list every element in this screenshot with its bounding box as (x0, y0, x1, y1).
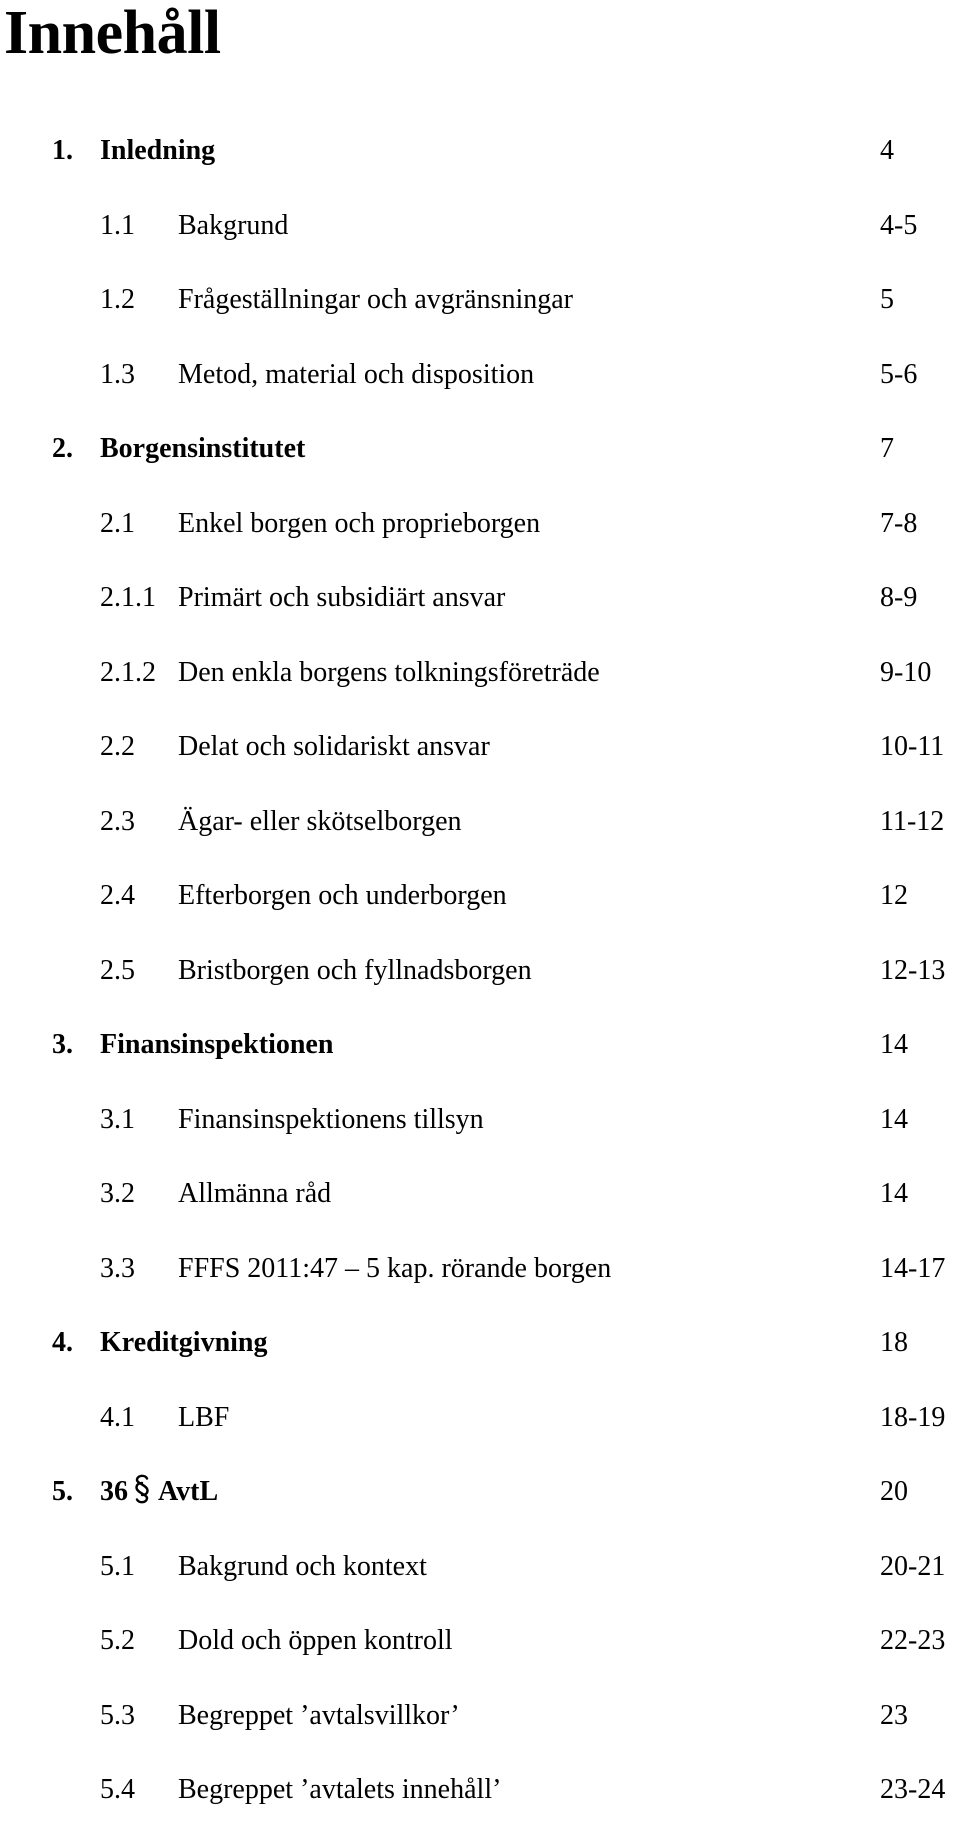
toc-entry-title: FFFS 2011:47 – 5 kap. rörande borgen (178, 1252, 612, 1284)
toc-entry-2-4 (0, 859, 960, 934)
toc-entry-5 (0, 1455, 960, 1530)
toc-entry-title: LBF (178, 1401, 230, 1433)
toc-entry-title: Dold och öppen kontroll (178, 1625, 453, 1656)
toc-entry-page: 14 (880, 1029, 908, 1060)
toc-entry-3-2 (0, 1157, 960, 1232)
toc-entry-3-1 (0, 1083, 960, 1158)
toc-entry-number: 1.2 (100, 284, 135, 315)
toc-entry-3 (0, 1008, 960, 1083)
toc-entry-1-2 (0, 263, 960, 338)
toc-entry-number: 2.1 (100, 507, 135, 539)
toc-entry-page: 14 (880, 1178, 908, 1209)
toc-entry-number: 1. (52, 135, 73, 166)
toc-entry-title: Bristborgen och fyllnadsborgen (178, 954, 532, 986)
toc-entry-2-2 (0, 710, 960, 785)
toc-entry-page: 20-21 (880, 1550, 946, 1582)
toc-entry-2-5 (0, 934, 960, 1009)
toc-entry-title (100, 1455, 218, 1530)
toc-entry-number: 3.2 (100, 1178, 135, 1209)
toc-entry-number: 3.3 (100, 1252, 135, 1284)
toc-entry-title: Delat och solidariskt ansvar (178, 731, 490, 762)
toc-entry-page: 23 (880, 1699, 908, 1731)
toc-entry-2 (0, 412, 960, 487)
toc-entry-title: Enkel borgen och proprieborgen (178, 507, 541, 539)
toc-entry-number: 3.1 (100, 1103, 135, 1135)
toc-entry-title: Begreppet ’avtalsvillkor’ (178, 1699, 460, 1731)
toc-entry-number: 5.1 (100, 1550, 135, 1582)
toc-entry-title: Frågeställningar och avgränsningar (178, 284, 573, 315)
toc-entry-1 (0, 114, 960, 189)
toc-entry-number: 2.5 (100, 954, 135, 986)
toc-entry-number: 4. (52, 1327, 73, 1358)
toc-entry-title: Finansinspektionen (100, 1029, 334, 1060)
toc-entry-page: 4 (880, 135, 894, 166)
toc-entry-page: 11-12 (880, 805, 945, 837)
toc-entry-5-3 (0, 1679, 960, 1754)
toc-entry-title: Efterborgen och underborgen (178, 880, 507, 911)
toc-entry-page: 14-17 (880, 1252, 946, 1284)
toc-entry-title: Allmänna råd (178, 1178, 332, 1209)
toc-entry-2-1 (0, 487, 960, 562)
toc-entry-number: 2.1.2 (100, 656, 156, 688)
toc-entry-5-4 (0, 1753, 960, 1828)
toc-entry-page: 12 (880, 880, 908, 911)
toc-entry-page: 18-19 (880, 1401, 946, 1433)
toc-entry-1-1 (0, 189, 960, 264)
toc-entry-number: 5.4 (100, 1774, 135, 1805)
toc-entry-page: 20 (880, 1476, 908, 1507)
toc-entry-page: 9-10 (880, 656, 932, 688)
toc-entry-2-1-1 (0, 561, 960, 636)
toc-entry-title: Primärt och subsidiärt ansvar (178, 582, 506, 613)
toc-entry-page: 5 (880, 284, 894, 315)
toc-entry-title: Metod, material och disposition (178, 358, 535, 390)
toc-entry-2-1-2 (0, 636, 960, 711)
toc-entry-4-1 (0, 1381, 960, 1456)
toc-entry-page: 12-13 (880, 954, 946, 986)
toc-entry-page: 7-8 (880, 507, 918, 539)
table-of-contents (0, 114, 960, 1828)
toc-entry-title: Inledning (100, 135, 216, 166)
toc-entry-title: Begreppet ’avtalets innehåll’ (178, 1774, 502, 1805)
toc-entry-number: 4.1 (100, 1401, 135, 1433)
toc-entry-number: 3. (52, 1029, 73, 1060)
toc-entry-title: Ägar- eller skötselborgen (178, 805, 462, 837)
toc-entry-1-3 (0, 338, 960, 413)
toc-entry-title: Den enkla borgens tolkningsföreträde (178, 656, 600, 688)
toc-entry-4 (0, 1306, 960, 1381)
toc-entry-page: 18 (880, 1327, 908, 1358)
toc-entry-number: 2. (52, 433, 73, 464)
toc-entry-page: 7 (880, 433, 894, 464)
toc-entry-number: 5.2 (100, 1625, 135, 1656)
toc-entry-page: 4-5 (880, 209, 918, 241)
toc-entry-page: 5-6 (880, 358, 918, 390)
toc-entry-number: 1.1 (100, 209, 135, 241)
toc-entry-number: 5. (52, 1476, 73, 1507)
toc-entry-number: 2.1.1 (100, 582, 156, 613)
toc-entry-page: 22-23 (880, 1625, 946, 1656)
toc-entry-5-1 (0, 1530, 960, 1605)
toc-entry-number: 2.4 (100, 880, 135, 911)
toc-entry-title: Borgensinstitutet (100, 433, 306, 464)
toc-entry-5-2 (0, 1604, 960, 1679)
toc-entry-3-3 (0, 1232, 960, 1307)
toc-entry-number: 2.3 (100, 805, 135, 837)
toc-entry-page: 8-9 (880, 582, 918, 613)
paragraph-section-icon (132, 1472, 152, 1506)
toc-entry-page: 14 (880, 1103, 908, 1135)
toc-entry-2-3 (0, 785, 960, 860)
toc-entry-number: 1.3 (100, 358, 135, 390)
toc-entry-title: Kreditgivning (100, 1327, 268, 1358)
toc-entry-title: Bakgrund och kontext (178, 1550, 427, 1582)
toc-entry-page: 23-24 (880, 1774, 946, 1805)
toc-entry-title: Finansinspektionens tillsyn (178, 1103, 484, 1135)
toc-entry-number: 2.2 (100, 731, 135, 762)
toc-entry-title-suffix: AvtL (158, 1476, 219, 1507)
toc-entry-page: 10-11 (880, 731, 945, 762)
toc-entry-number: 5.3 (100, 1699, 135, 1731)
toc-entry-title-prefix: 36 (100, 1476, 128, 1507)
page-title: Innehåll (4, 0, 221, 67)
toc-entry-title: Bakgrund (178, 209, 289, 241)
